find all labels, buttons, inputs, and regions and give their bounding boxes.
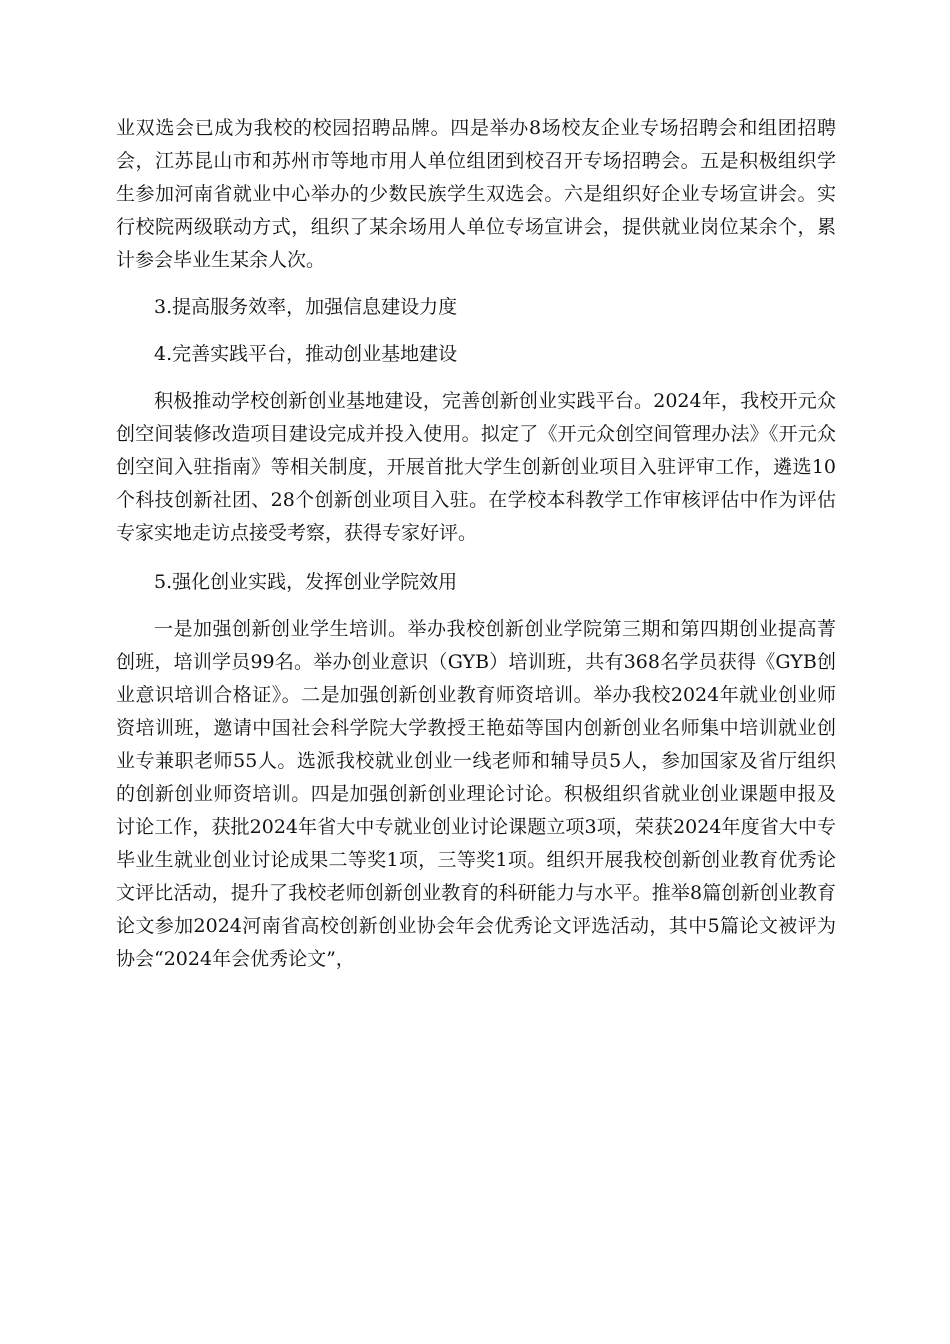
paragraph-entrepreneurship-base: 积极推动学校创新创业基地建设，完善创新创业实践平台。2024年，我校开元众创空间装修改造项目建设完成并投入使用。拟定了《开元众创空间管理办法》《开元众创空间入驻指南》等相关制度，开展首批大学生创新创业项目入驻评审工作，遴选10个科技创新社团、28个创新创业项目入驻。在学校本科教学工作审核评估中作为评估专家实地走访点接受考察，获得专家好评。 — [116, 390, 836, 544]
paragraph-entrepreneurship-training: 一是加强创新创业学生培训。举办我校创新创业学院第三期和第四期创业提高菁创班，培训学员99名。举办创业意识（GYB）培训班，共有368名学员获得《GYB创业意识培训合格证》。二是加强创新创业教育师资培训。举办我校2024年就业创业师资培训班，邀请中国社会科学院大学教授王艳茹等国内创新创业名师集中培训就业创业专兼职老师55人。选派我校就业创业一线老师和辅导员5人，参加国家及省厅组织的创新创业师资培训。四是加强创新创业理论讨论。积极组织省就业创业课题申报及讨论工作，获批2024年省大中专就业创业讨论课题立项3项，荣获2024年度省大中专毕业生就业创业讨论成果二等奖1项，三等奖1项。组织开展我校创新创业教育优秀论文评比活动，提升了我校老师创新创业教育的科研能力与水平。推举8篇创新创业教育论文参加2024河南省高校创新创业协会年会优秀论文评选活动，其中5篇论文被评为协会“2024年会优秀论文”， — [116, 618, 836, 970]
heading-practice-platform: 4.完善实践平台，推动创业基地建设 — [154, 343, 458, 365]
heading-service-efficiency: 3.提高服务效率，加强信息建设力度 — [154, 296, 458, 318]
heading-entrepreneurship-practice: 5.强化创业实践，发挥创业学院效用 — [154, 571, 458, 593]
document-page — [116, 112, 836, 976]
paragraph-job-fairs: 业双选会已成为我校的校园招聘品牌。四是举办8场校友企业专场招聘会和组团招聘会，江苏昆山市和苏州市等地市用人单位组团到校召开专场招聘会。五是积极组织学生参加河南省就业中心举办的少数民族学生双选会。六是组织好企业专场宣讲会。实行校院两级联动方式，组织了某余场用人单位专场宣讲会，提供就业岗位某余个，累计参会毕业生某余人次。 — [116, 117, 836, 271]
